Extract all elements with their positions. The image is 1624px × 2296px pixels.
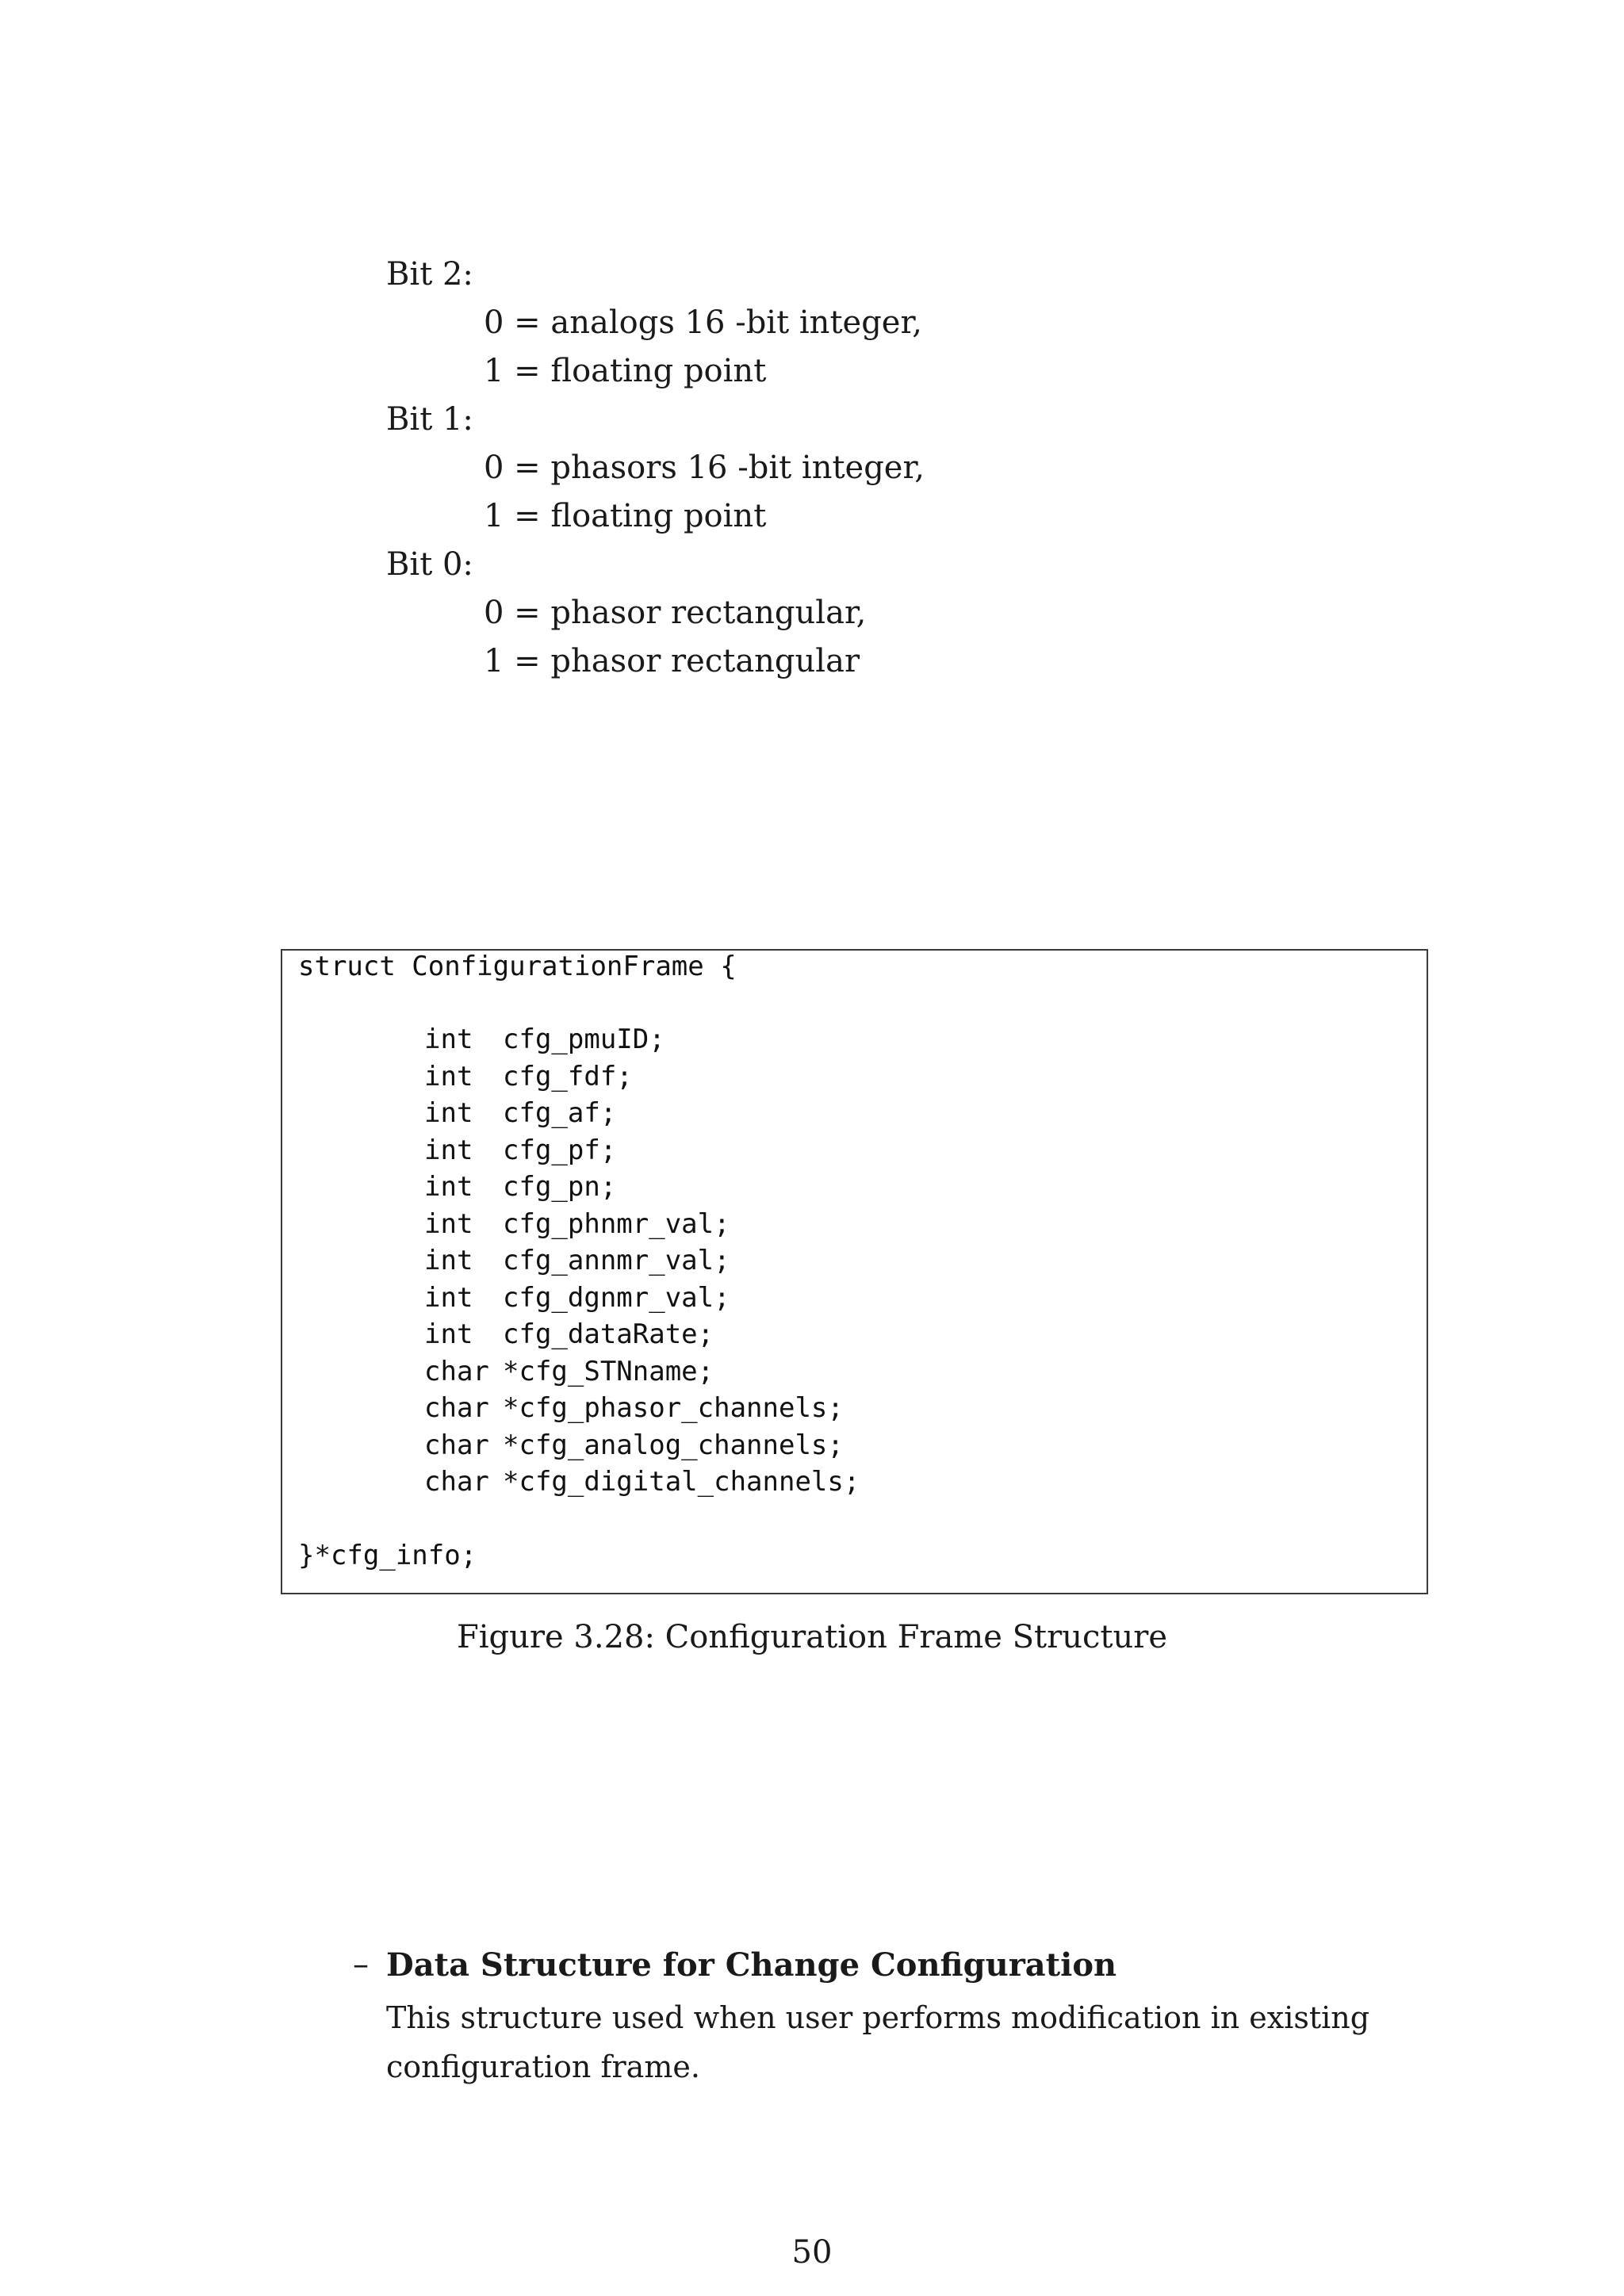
bit-2-value-1: 1 = floating point: [484, 353, 767, 389]
code-field-name: *cfg_analog_channels;: [503, 1429, 844, 1461]
code-listing-box: [281, 949, 1428, 1594]
code-field-name: cfg_pf;: [503, 1135, 617, 1166]
bit-1-label: Bit 1:: [386, 401, 473, 438]
code-field-name: *cfg_phasor_channels;: [503, 1392, 844, 1424]
code-field-type: int: [424, 1061, 473, 1093]
code-field-name: cfg_dgnmr_val;: [503, 1282, 730, 1314]
figure-caption: Figure 3.28: Configuration Frame Structure: [457, 1619, 1167, 1655]
bit-1-value-0: 0 = phasors 16 -bit integer,: [484, 450, 925, 486]
code-field-name: cfg_pn;: [503, 1171, 617, 1203]
section-title: Data Structure for Change Configuration: [386, 1946, 1117, 1984]
bit-1-value-1: 1 = floating point: [484, 498, 767, 534]
code-field-name: cfg_dataRate;: [503, 1318, 714, 1350]
code-field-name: cfg_annmr_val;: [503, 1245, 730, 1276]
code-field-name: *cfg_STNname;: [503, 1356, 714, 1387]
code-struct-footer: }*cfg_info;: [298, 1540, 477, 1571]
code-field-name: *cfg_digital_channels;: [503, 1466, 860, 1498]
code-field-type: int: [424, 1208, 473, 1240]
code-field-type: char: [424, 1466, 489, 1498]
code-field-type: int: [424, 1024, 473, 1055]
page-number: 50: [791, 2234, 833, 2271]
code-field-type: int: [424, 1135, 473, 1166]
code-field-name: cfg_phnmr_val;: [503, 1208, 730, 1240]
code-field-name: cfg_pmuID;: [503, 1024, 665, 1055]
code-field-type: int: [424, 1097, 473, 1129]
section-bullet: –: [353, 1946, 369, 1983]
bit-2-label: Bit 2:: [386, 256, 473, 293]
section-body: This structure used when user performs modification in existing configuration frame.: [386, 2000, 1370, 2084]
bit-0-value-0: 0 = phasor rectangular,: [484, 595, 867, 631]
code-field-type: char: [424, 1392, 489, 1424]
bit-0-label: Bit 0:: [386, 546, 473, 583]
code-field-name: cfg_af;: [503, 1097, 617, 1129]
bit-0-value-1: 1 = phasor rectangular: [484, 643, 860, 679]
code-field-type: char: [424, 1356, 489, 1387]
code-field-type: char: [424, 1429, 489, 1461]
code-field-name: cfg_fdf;: [503, 1061, 633, 1093]
bit-2-value-0: 0 = analogs 16 -bit integer,: [484, 304, 922, 341]
code-field-type: int: [424, 1245, 473, 1276]
code-field-type: int: [424, 1171, 473, 1203]
code-field-type: int: [424, 1282, 473, 1314]
code-struct-header: struct ConfigurationFrame {: [298, 951, 737, 982]
code-field-type: int: [424, 1318, 473, 1350]
